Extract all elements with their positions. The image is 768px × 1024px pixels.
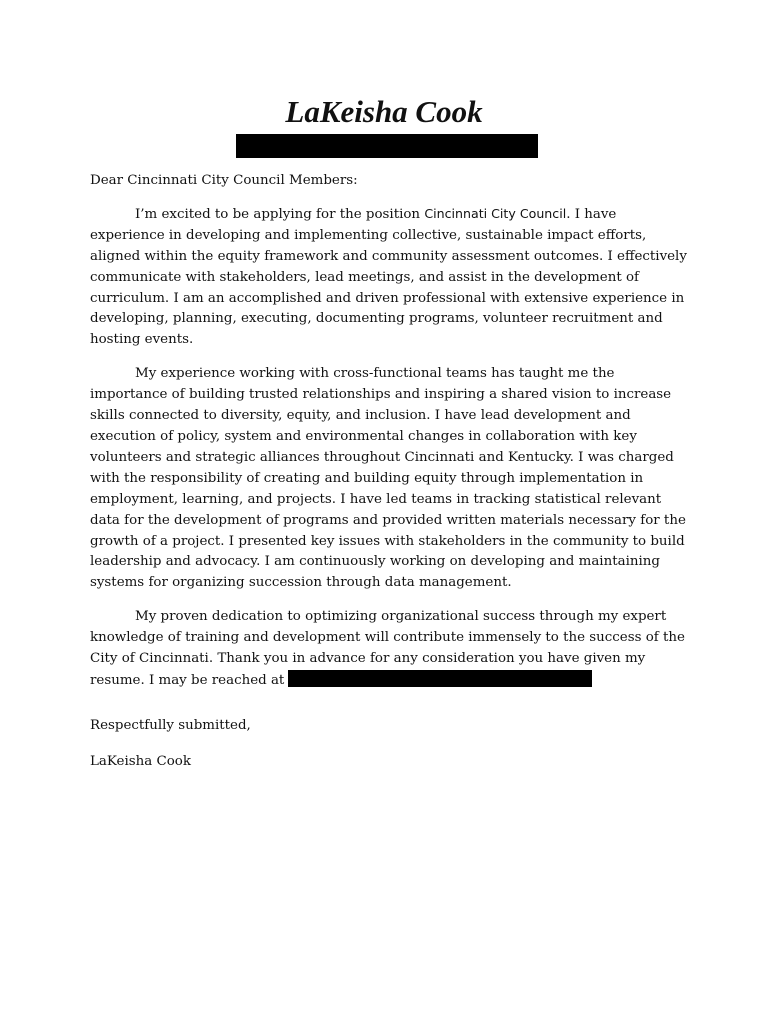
contact-info-redaction	[236, 134, 538, 158]
signature: LaKeisha Cook	[90, 754, 191, 769]
contact-redaction-inline	[288, 670, 592, 687]
position-name: Cincinnati City Council	[424, 205, 567, 221]
paragraph-1-rest: . I have experience in developing and implementing collective, sustainable impact efforts, aligned within the equity framework and community assessment outcomes. I effectively communicate with stakeholders, lead meetings, and assist in the development of curriculum. I am an accomplished and driven professional with extensive experience in developing, planning, executing, documenting programs, volunteer recruitment and hosting events.	[90, 206, 687, 348]
closing: Respectfully submitted,	[90, 718, 251, 733]
paragraph-3	[90, 607, 690, 692]
paragraph-1-intro: I’m excited to be applying for the position	[135, 206, 425, 222]
paragraph-1	[90, 204, 690, 351]
salutation: Dear Cincinnati City Council Members:	[90, 173, 358, 188]
letter-title: LaKeisha Cook	[285, 94, 483, 129]
paragraph-2: My experience working with cross-functional teams has taught me the importance of building trusted relationships and inspiring a shared vision to increase skills connected to diversity, equity, and inclusion. I have lead development and execution of policy, system and environmental changes in collaboration with key volunteers and strategic alliances throughout Cincinnati and Kentucky. I was charged with the responsibility of creating and building equity through implementation in employment, learning, and projects. I have led teams in tracking statistical relevant data for the development of programs and provided written materials necessary for the growth of a project. I presented key issues with stakeholders in the community to build leadership and advocacy. I am continuously working on developing and maintaining systems for organizing succession through data management.	[90, 366, 686, 591]
paragraph-3-text: My proven dedication to optimizing organizational success through my expert knowledge of training and development will contribute immensely to the success of the City of Cincinnati. Thank you in advance for any consideration you have given my resume. I may be reached at	[90, 609, 685, 688]
letter-body	[90, 171, 690, 705]
